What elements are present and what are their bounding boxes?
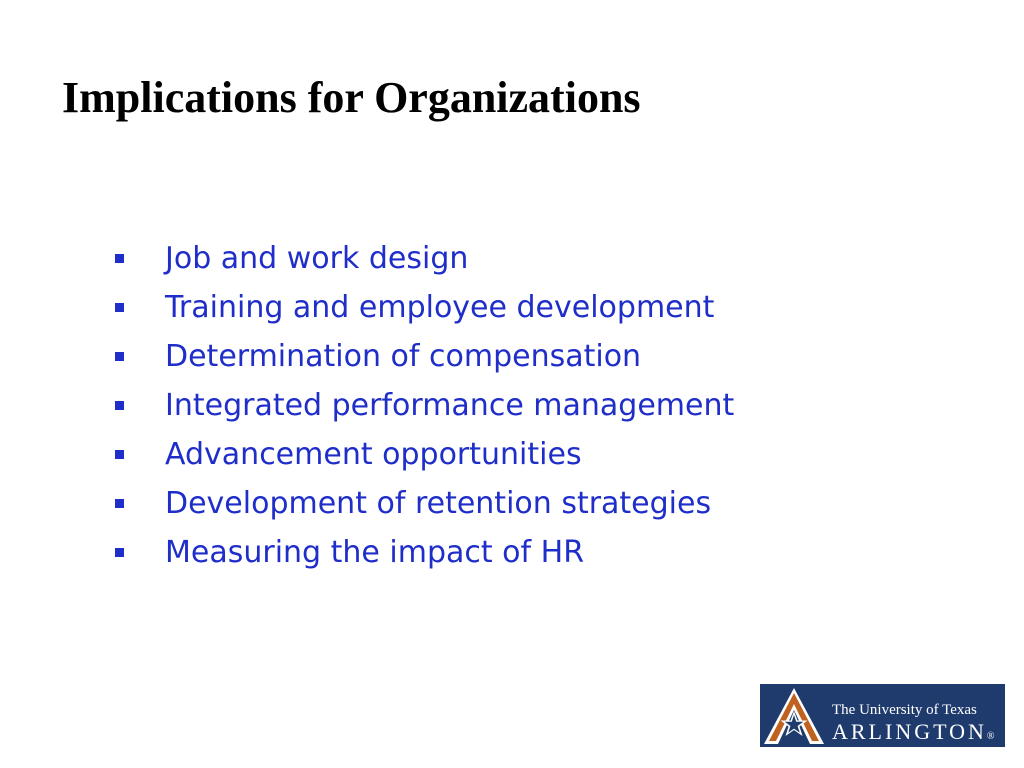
logo-campus-text: ARLINGTON <box>832 719 987 744</box>
square-bullet-icon <box>115 303 124 312</box>
square-bullet-icon <box>115 401 124 410</box>
university-logo <box>760 684 1005 747</box>
slide-title: Implications for Organizations <box>62 73 641 122</box>
square-bullet-icon <box>115 450 124 459</box>
bullet-text: Advancement opportunities <box>165 437 582 472</box>
bullet-text: Training and employee development <box>165 290 715 325</box>
bullet-item <box>115 234 734 283</box>
bullet-item <box>115 528 734 577</box>
bullet-list <box>115 234 734 577</box>
logo-university-name: The University of Texas <box>832 702 977 718</box>
square-bullet-icon <box>115 254 124 263</box>
bullet-item <box>115 479 734 528</box>
bullet-text: Job and work design <box>165 241 469 276</box>
bullet-item <box>115 381 734 430</box>
bullet-text: Measuring the impact of HR <box>165 535 585 570</box>
bullet-text: Determination of compensation <box>165 339 642 374</box>
bullet-text: Development of retention strategies <box>165 486 712 521</box>
square-bullet-icon <box>115 499 124 508</box>
logo-campus-name <box>832 719 995 745</box>
registered-mark: ® <box>986 731 995 742</box>
uta-star-a-icon <box>760 684 828 747</box>
bullet-text: Integrated performance management <box>165 388 735 423</box>
square-bullet-icon <box>115 548 124 557</box>
bullet-item <box>115 283 734 332</box>
square-bullet-icon <box>115 352 124 361</box>
bullet-item <box>115 430 734 479</box>
bullet-item <box>115 332 734 381</box>
